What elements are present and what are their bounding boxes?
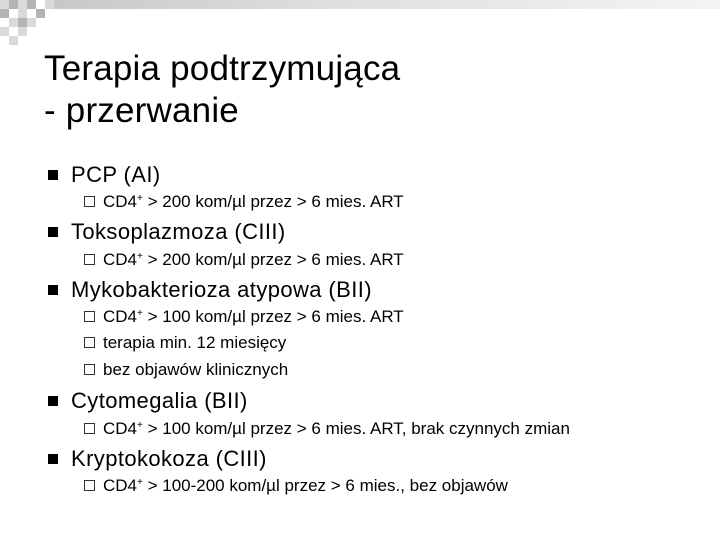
list-item-label: Toksoplazmoza (CIII) [71, 219, 286, 244]
filled-square-icon [48, 454, 58, 464]
hollow-square-icon [84, 337, 95, 348]
filled-square-icon [48, 227, 58, 237]
list-item-label: Mykobakterioza atypowa (BII) [71, 277, 372, 302]
sub-list-item-label: CD4+ > 100 kom/µl przez > 6 mies. ART [103, 307, 404, 326]
sub-list-item-label: bez objawów klinicznych [103, 360, 289, 379]
sub-list-item-label: CD4+ > 100-200 kom/µl przez > 6 mies., bez objawów [103, 476, 508, 495]
slide-title-line-1: Terapia podtrzymująca [44, 49, 401, 88]
sub-list-item-label: CD4+ > 200 kom/µl przez > 6 mies. ART [103, 250, 404, 269]
hollow-square-icon [84, 254, 95, 265]
slide-title [44, 48, 400, 132]
hollow-square-icon [84, 480, 95, 491]
list-item-label: PCP (AI) [71, 162, 161, 187]
list-item-label: Cytomegalia (BII) [71, 388, 248, 413]
slide-title-line-2: - przerwanie [44, 91, 239, 130]
list-item-label: Kryptokokoza (CIII) [71, 446, 267, 471]
sub-list-item-label: terapia min. 12 miesięcy [103, 333, 287, 352]
sub-list-item-label: CD4+ > 100 kom/µl przez > 6 mies. ART, brak czynnych zmian [103, 419, 570, 438]
filled-square-icon [48, 285, 58, 295]
hollow-square-icon [84, 196, 95, 207]
hollow-square-icon [84, 311, 95, 322]
filled-square-icon [48, 170, 58, 180]
checkerboard-decoration [0, 0, 720, 45]
hollow-square-icon [84, 423, 95, 434]
hollow-square-icon [84, 364, 95, 375]
sub-list-item-label: CD4+ > 200 kom/µl przez > 6 mies. ART [103, 192, 404, 211]
filled-square-icon [48, 396, 58, 406]
